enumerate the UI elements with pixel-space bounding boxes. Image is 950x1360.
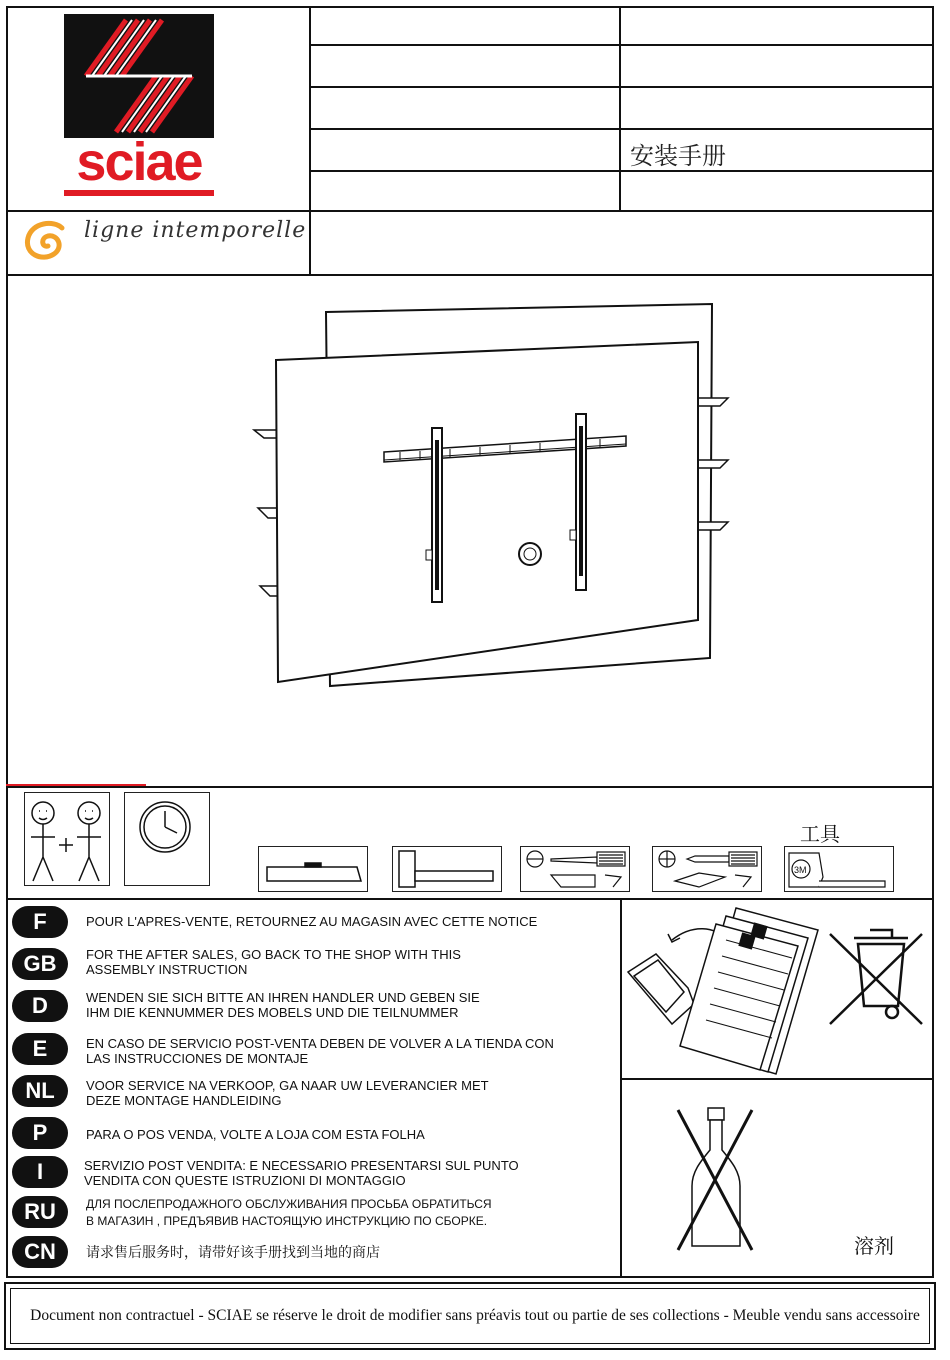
lang-badge-i: I <box>12 1156 68 1188</box>
lang-badge-gb: GB <box>12 948 68 980</box>
after-sales-text-d: WENDEN SIE SICH BITTE AN IHREN HANDLER UND GEBEN SIE IHM DIE KENNUMMER DES MOBELS UND DIE TEILNUMMER <box>86 990 480 1020</box>
manual-documents-illustration <box>622 900 932 1076</box>
spirit-level-icon <box>258 846 368 892</box>
cross-screwdriver-icon <box>652 846 762 892</box>
after-sales-text-i: SERVIZIO POST VENDITA: E NECESSARIO PRESENTARSI SUL PUNTO VENDITA CON QUESTE ISTRUZIONI DI MONTAGGIO <box>84 1158 519 1188</box>
clock-icon <box>124 792 210 886</box>
title-cell: 安装手册 <box>630 142 726 170</box>
after-sales-text-p: PARA O POS VENDA, VOLTE A LOJA COM ESTA FOLHA <box>86 1127 425 1142</box>
title-row-line <box>311 170 932 172</box>
tagline: ligne intemporelle <box>84 218 307 243</box>
lang-badge-d: D <box>12 990 68 1022</box>
lang-badge-cn: CN <box>12 1236 68 1268</box>
after-sales-text-e: EN CASO DE SERVICIO POST-VENTA DEBEN DE VOLVER A LA TIENDA CON LAS INSTRUCCIONES DE MONTAJE <box>86 1036 554 1066</box>
title-row-line <box>311 44 932 46</box>
flat-screwdriver-icon <box>520 846 630 892</box>
brand-name: sciae <box>76 132 202 192</box>
lang-badge-f: F <box>12 906 68 938</box>
title-row-line <box>311 128 932 130</box>
solvent-label: 溶剂 <box>854 1234 894 1258</box>
no-solvent-icon <box>660 1100 770 1260</box>
hammer-icon <box>392 846 502 892</box>
header-divider-vertical <box>309 6 311 276</box>
after-sales-text-cn: 请求售后服务时，请带好该手册找到当地的商店 <box>86 1245 380 1261</box>
header-divider-horizontal <box>6 210 934 212</box>
brand-logo <box>64 14 214 198</box>
tools-label: 工具 <box>800 822 840 846</box>
tape-measure-icon <box>784 846 894 892</box>
lang-badge-ru: RU <box>12 1196 68 1228</box>
lang-badge-p: P <box>12 1117 68 1149</box>
footer-disclaimer: Document non contractuel - SCIAE se réserve le droit de modifier sans préavis tout ou partie de ses collections - Meuble vendu sans accessoire <box>30 1307 920 1324</box>
two-persons-icon <box>24 792 110 886</box>
after-sales-text-f: POUR L'APRES-VENTE, RETOURNEZ AU MAGASIN AVEC CETTE NOTICE <box>86 914 538 929</box>
product-illustration <box>240 290 760 700</box>
lang-badge-nl: NL <box>12 1075 68 1107</box>
svg-text:3M: 3M <box>794 865 807 875</box>
after-sales-text-gb: FOR THE AFTER SALES, GO BACK TO THE SHOP WITH THIS ASSEMBLY INSTRUCTION <box>86 947 461 977</box>
after-sales-text-nl: VOOR SERVICE NA VERKOOP, GA NAAR UW LEVERANCIER MET DEZE MONTAGE HANDLEIDING <box>86 1078 489 1108</box>
tagline-swirl-icon <box>18 216 78 266</box>
title-column-divider <box>619 6 621 211</box>
after-sales-text-ru: ДЛЯ ПОСЛЕПРОДАЖНОГО ОБСЛУЖИВАНИЯ ПРОСЬБА ОБРАТИТЬСЯ В МАГАЗИН , ПРЕДЪЯВИВ НАСТОЯЩУЮ ИНСТРУКЦИЮ ПО СБОРКЕ. <box>86 1197 492 1228</box>
title-row-line <box>311 86 932 88</box>
right-panel-divider <box>621 1078 933 1080</box>
lang-badge-e: E <box>12 1033 68 1065</box>
